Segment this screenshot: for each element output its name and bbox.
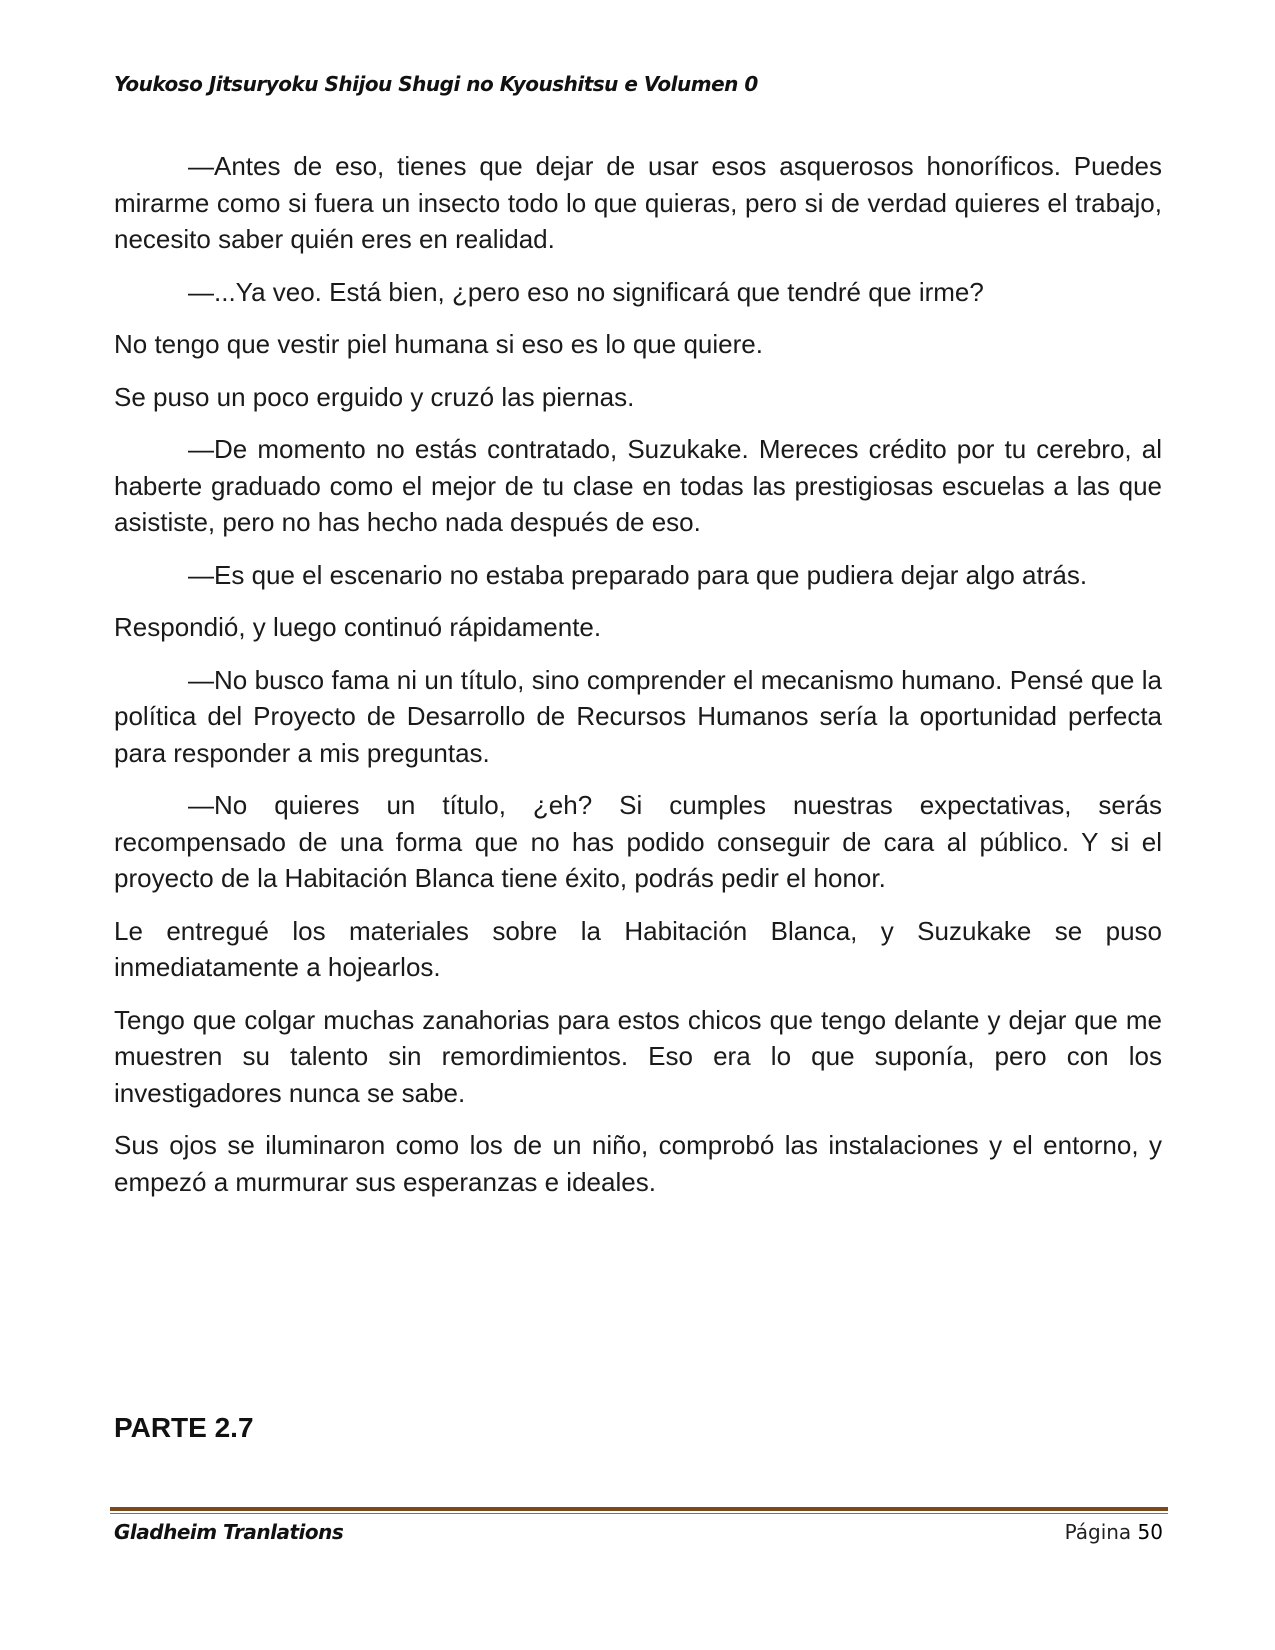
- paragraph: Tengo que colgar muchas zanahorias para estos chicos que tengo delante y dejar que me muestren su talento sin remordimientos. Eso era lo que suponía, pero con los investigadores nunca se sabe.: [114, 1004, 1162, 1108]
- page-header-title: Youkoso Jitsuryoku Shijou Shugi no Kyoushitsu e Volumen 0: [114, 72, 758, 96]
- paragraph: —...Ya veo. Está bien, ¿pero eso no significará que tendré que irme?: [188, 276, 984, 307]
- section-heading: PARTE 2.7: [114, 1412, 254, 1443]
- paragraph: —Antes de eso, tienes que dejar de usar esos asquerosos honoríficos. Puedes mirarme como si fuera un insecto todo lo que quieras, pero si de verdad quieres el trabajo, necesito saber quién eres en realidad.: [114, 151, 1162, 254]
- paragraph: Se puso un poco erguido y cruzó las piernas.: [114, 381, 635, 412]
- body-text: [114, 148, 1162, 1216]
- paragraph: —Es que el escenario no estaba preparado para que pudiera dejar algo atrás.: [188, 559, 1088, 590]
- paragraph: —De momento no estás contratado, Suzukake. Mereces crédito por tu cerebro, al haberte graduado como el mejor de tu clase en todas las prestigiosas escuelas a las que asististe, pero no has hecho nada después de eso.: [114, 434, 1162, 537]
- page-indicator: [1065, 1520, 1163, 1544]
- paragraph: Le entregué los materiales sobre la Habitación Blanca, y Suzukake se puso inmediatamente a hojearlos.: [114, 915, 1162, 982]
- footer-divider: [110, 1507, 1168, 1514]
- paragraph: No tengo que vestir piel humana si eso es lo que quiere.: [114, 329, 763, 359]
- paragraph: Respondió, y luego continuó rápidamente.: [114, 612, 602, 642]
- paragraph: —No quieres un título, ¿eh? Si cumples nuestras expectativas, serás recompensado de una forma que no has podido conseguir de cara al público. Y si el proyecto de la Habitación Blanca tiene éxito, podrás pedir el honor.: [114, 790, 1162, 893]
- paragraph: Sus ojos se iluminaron como los de un niño, comprobó las instalaciones y el entorno, y empezó a murmurar sus esperanzas e ideales.: [114, 1130, 1162, 1197]
- page-label: Página: [1064, 1520, 1132, 1544]
- paragraph: —No busco fama ni un título, sino comprender el mecanismo humano. Pensé que la política del Proyecto de Desarrollo de Recursos Humanos sería la oportunidad perfecta para responder a mis preguntas.: [114, 664, 1162, 768]
- footer-credit: Gladheim Tranlations: [114, 1520, 344, 1544]
- page-number: 50: [1137, 1520, 1163, 1544]
